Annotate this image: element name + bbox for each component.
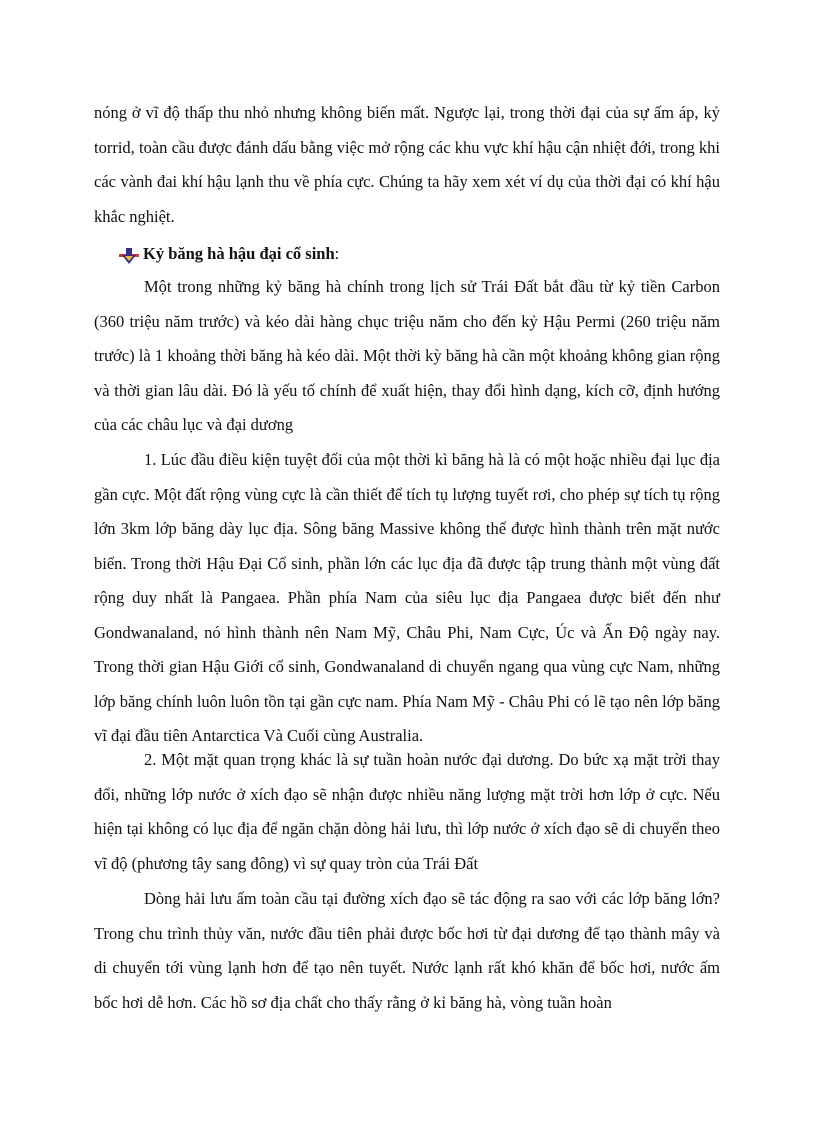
section-paragraph: Một trong những kỷ băng hà chính trong lịch sử Trái Đất bắt đầu từ kỷ tiền Carbon (360 triệu năm trước) và kéo dài hàng chục triệu năm cho đến kỷ Hậu Permi (260 triệu năm trước) là 1 khoảng thời băng hà kéo dài. Một thời kỳ băng hà cần một khoảng không gian rộng và thời gian lâu dài. Đó là yếu tố chính để xuất hiện, thay đổi hình dạng, kích cỡ, định hướng của các châu lục và đại dương (94, 277, 720, 434)
list-item-1: 1. Lúc đầu điều kiện tuyệt đối của một thời kì băng hà là có một hoặc nhiều đại lục địa gần cực. Một đất rộng vùng cực là cần thiết để tích tụ lượng tuyết rơi, cho phép sự tích tụ rộng lớn 3km lớp băng dày lục địa. Sông băng Massive không thể được hình thành trên mặt nước biển. Trong thời Hậu Đại Cổ sinh, phần lớn các lục địa đã được tập trung thành một vùng đất rộng duy nhất là Pangaea. Phần phía Nam của siêu lục địa Pangaea được biết đến như Gondwanaland, nó hình thành nên Nam Mỹ, Châu Phi, Nam Cực, Úc và Ấn Độ ngày nay. Trong thời gian Hậu Giới cổ sinh, Gondwanaland di chuyển ngang qua vùng cực Nam, những lớp băng chính luôn luôn tồn tại gần cực nam. Phía Nam Mỹ - Châu Phi có lẽ tạo nên lớp băng vĩ đại đầu tiên Antarctica Và Cuối cùng Australia. (94, 450, 720, 745)
section-heading-text: Kỷ băng hà hậu đại cổ sinh (143, 244, 335, 263)
down-arrow-bullet-icon (118, 244, 140, 264)
intro-paragraph: nóng ở vĩ độ thấp thu nhỏ nhưng không biến mất. Ngược lại, trong thời đại của sự ấm áp, kỷ torrid, toàn cầu được đánh dấu bằng việc mở rộng các khu vực khí hậu cận nhiệt đới, trong khi các vành đai khí hậu lạnh thu về phía cực. Chúng ta hãy xem xét ví dụ của thời đại có khí hậu khắc nghiệt. (94, 103, 720, 226)
closing-paragraph: Dòng hải lưu ấm toàn cầu tại đường xích đạo sẽ tác động ra sao với các lớp băng lớn? Trong chu trình thủy văn, nước đầu tiên phải được bốc hơi từ đại dương để tạo thành mây và di chuyển tới vùng lạnh hơn để tạo nên tuyết. Nước lạnh rất khó khăn để bốc hơi, nước ấm bốc hơi dễ hơn. Các hồ sơ địa chất cho thấy rằng ở kỉ băng hà, vòng tuần hoàn (94, 889, 720, 1012)
section-heading (118, 237, 339, 271)
section-heading-suffix: : (334, 244, 340, 263)
list-item-2: 2. Một mặt quan trọng khác là sự tuần hoàn nước đại dương. Do bức xạ mặt trời thay đổi, những lớp nước ở xích đạo sẽ nhận được nhiều năng lượng mặt trời hơn lớp ở cực. Nếu hiện tại không có lục địa để ngăn chặn dòng hải lưu, thì lớp nước ở xích đạo sẽ di chuyển theo vĩ độ (phương tây sang đông) vì sự quay tròn của Trái Đất (94, 750, 720, 873)
